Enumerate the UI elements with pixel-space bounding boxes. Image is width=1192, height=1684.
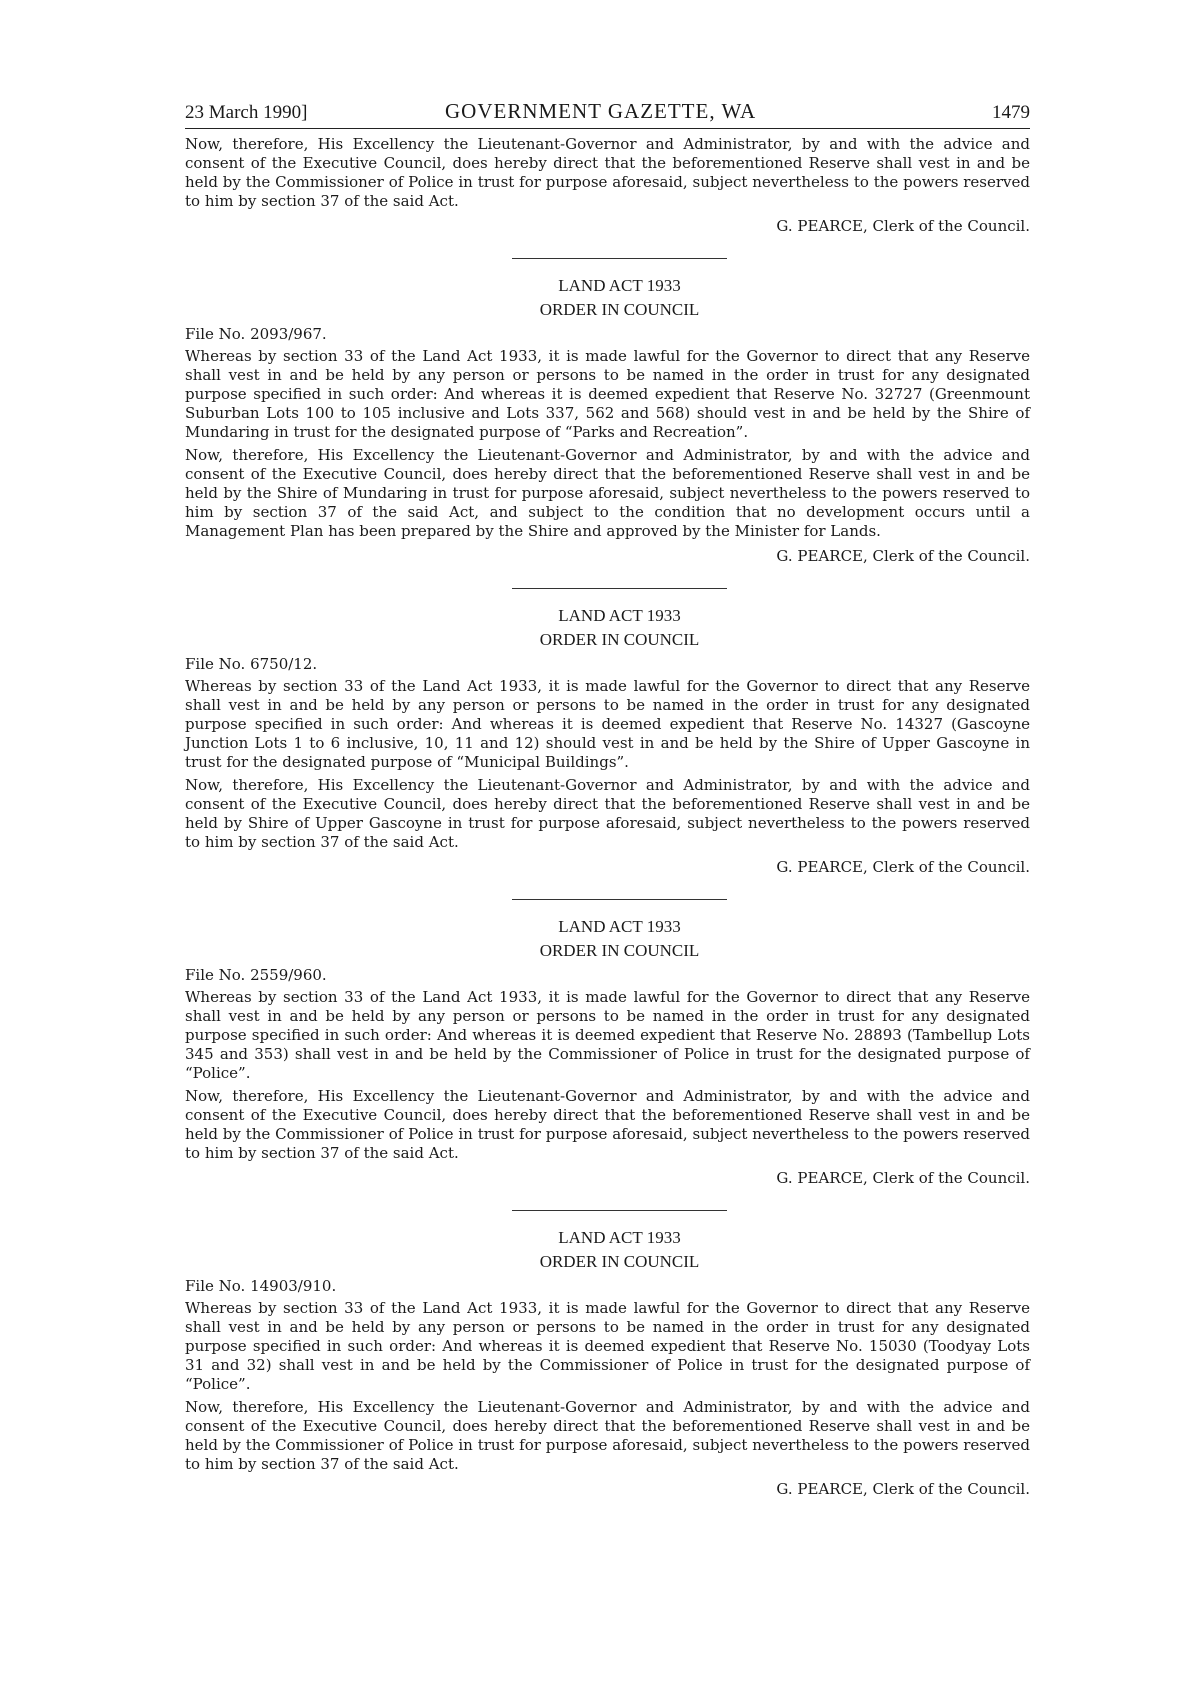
signature: G. PEARCE, Clerk of the Council. bbox=[776, 1480, 1030, 1498]
section-divider bbox=[512, 258, 727, 259]
file-number: File No. 2093/967. bbox=[185, 325, 327, 343]
opening-order-tail bbox=[185, 135, 1030, 236]
order-heading: LAND ACT 1933 bbox=[558, 917, 681, 936]
order-heading: LAND ACT 1933 bbox=[558, 606, 681, 625]
file-number: File No. 14903/910. bbox=[185, 1277, 337, 1295]
order-subheading: ORDER IN COUNCIL bbox=[539, 630, 700, 649]
whereas-paragraph: Whereas by section 33 of the Land Act 1933, it is made lawful for the Governor to direct that any Reserve shall vest in and be held by any person or persons to be named in the order in trust for any designated purpose specified in such order: And whereas it is deemed expedient that Reserve No. 28893 (Tambellup Lots 345 and 353) shall vest in and be held by the Commissioner of Police in trust for the designated purpose of “Police”. bbox=[185, 988, 1030, 1082]
therefore-paragraph: Now, therefore, His Excellency the Lieutenant-Governor and Administrator, by and with the advice and consent of the Executive Council, does hereby direct that the beforementioned Reserve shall vest in and be held by Shire of Upper Gascoyne in trust for purpose aforesaid, subject nevertheless to the powers reserved to him by section 37 of the said Act. bbox=[185, 776, 1030, 851]
order-subheading: ORDER IN COUNCIL bbox=[539, 941, 700, 960]
signature: G. PEARCE, Clerk of the Council. bbox=[776, 547, 1030, 565]
order-subheading: ORDER IN COUNCIL bbox=[539, 1252, 700, 1271]
header-title: GOVERNMENT GAZETTE, WA bbox=[445, 99, 757, 123]
whereas-paragraph: Whereas by section 33 of the Land Act 1933, it is made lawful for the Governor to direct that any Reserve shall vest in and be held by any person or persons to be named in the order in trust for any designated purpose specified in such order: And whereas it is deemed expedient that Reserve No. 14327 (Gascoyne Junction Lots 1 to 6 inclusive, 10, 11 and 12) should vest in and be held by the Shire of Upper Gascoyne in trust for the designated purpose of “Municipal Buildings”. bbox=[185, 677, 1030, 771]
order-in-council bbox=[185, 588, 1030, 877]
signature: G. PEARCE, Clerk of the Council. bbox=[776, 217, 1030, 235]
therefore-paragraph: Now, therefore, His Excellency the Lieutenant-Governor and Administrator, by and with the advice and consent of the Executive Council, does hereby direct that the beforementioned Reserve shall vest in and be held by the Commissioner of Police in trust for purpose aforesaid, subject nevertheless to the powers reserved to him by section 37 of the said Act. bbox=[185, 1398, 1030, 1473]
order-heading: LAND ACT 1933 bbox=[558, 1228, 681, 1247]
order-subheading: ORDER IN COUNCIL bbox=[539, 300, 700, 319]
order-in-council bbox=[185, 1210, 1030, 1499]
section-divider bbox=[512, 1210, 727, 1211]
running-head bbox=[185, 92, 1030, 129]
header-page-number: 1479 bbox=[992, 102, 1030, 123]
whereas-paragraph: Whereas by section 33 of the Land Act 1933, it is made lawful for the Governor to direct that any Reserve shall vest in and be held by any person or persons to be named in the order in trust for any designated purpose specified in such order: And whereas it is deemed expedient that Reserve No. 32727 (Greenmount Suburban Lots 100 to 105 inclusive and Lots 337, 562 and 568) should vest in and be held by the Shire of Mundaring in trust for the designated purpose of “Parks and Recreation”. bbox=[185, 347, 1030, 441]
file-number: File No. 2559/960. bbox=[185, 966, 327, 984]
signature: G. PEARCE, Clerk of the Council. bbox=[776, 858, 1030, 876]
order-in-council bbox=[185, 258, 1030, 566]
header-date: 23 March 1990] bbox=[185, 102, 308, 123]
therefore-paragraph: Now, therefore, His Excellency the Lieutenant-Governor and Administrator, by and with the advice and consent of the Executive Council, does hereby direct that the beforementioned Reserve shall vest in and be held by the Commissioner of Police in trust for purpose aforesaid, subject nevertheless to the powers reserved to him by section 37 of the said Act. bbox=[185, 1087, 1030, 1162]
gazette-page bbox=[185, 92, 1030, 1499]
file-number: File No. 6750/12. bbox=[185, 655, 318, 673]
section-divider bbox=[512, 899, 727, 900]
signature: G. PEARCE, Clerk of the Council. bbox=[776, 1169, 1030, 1187]
whereas-paragraph: Whereas by section 33 of the Land Act 1933, it is made lawful for the Governor to direct that any Reserve shall vest in and be held by any person or persons to be named in the order in trust for any designated purpose specified in such order: And whereas it is deemed expedient that Reserve No. 15030 (Toodyay Lots 31 and 32) shall vest in and be held by the Commissioner of Police in trust for the designated purpose of “Police”. bbox=[185, 1299, 1030, 1393]
therefore-paragraph: Now, therefore, His Excellency the Lieutenant-Governor and Administrator, by and with the advice and consent of the Executive Council, does hereby direct that the beforementioned Reserve shall vest in and be held by the Shire of Mundaring in trust for purpose aforesaid, subject nevertheless to the powers reserved to him by section 37 of the said Act, and subject to the condition that no development occurs until a Management Plan has been prepared by the Shire and approved by the Minister for Lands. bbox=[185, 446, 1030, 540]
section-divider bbox=[512, 588, 727, 589]
order-heading: LAND ACT 1933 bbox=[558, 276, 681, 295]
opening-paragraph: Now, therefore, His Excellency the Lieutenant-Governor and Administrator, by and with the advice and consent of the Executive Council, does hereby direct that the beforementioned Reserve shall vest in and be held by the Commissioner of Police in trust for purpose aforesaid, subject nevertheless to the powers reserved to him by section 37 of the said Act. bbox=[185, 135, 1030, 210]
order-in-council bbox=[185, 899, 1030, 1188]
